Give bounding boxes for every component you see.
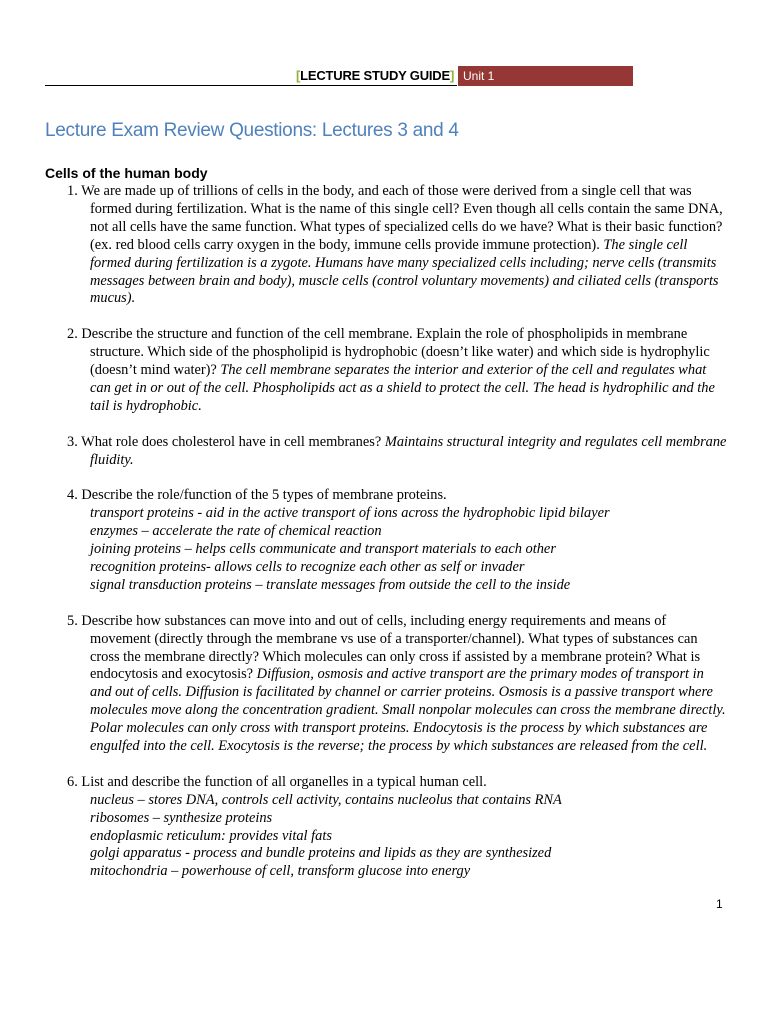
question-1 <box>67 183 727 308</box>
answer-text: The cell membrane separates the interior and exterior of the cell and regulates what can get in or out of the cell. Phospholipids act as a shield to protect the cell. The head is hydrophilic and the tail is hydrophobic. <box>90 362 715 414</box>
question-4 <box>67 487 727 594</box>
page-number: 1 <box>716 897 723 911</box>
question-text: Describe the role/function of the 5 types of membrane proteins. <box>81 487 447 504</box>
question-6 <box>67 774 727 881</box>
question-number: 2. <box>67 326 78 343</box>
question-3 <box>67 434 727 470</box>
bracket-close: ] <box>449 68 455 83</box>
answer-item: joining proteins – helps cells communicate and transport materials to each other <box>90 541 556 558</box>
answer-item: mitochondria – powerhouse of cell, transform glucose into energy <box>90 863 471 880</box>
answer-item: endoplasmic reticulum: provides vital fats <box>90 827 332 844</box>
question-number: 3. <box>67 433 78 450</box>
question-list <box>67 183 727 899</box>
answer-item: enzymes – accelerate the rate of chemical reaction <box>90 523 382 540</box>
question-text: We are made up of trillions of cells in the body, and each of those were derived from a single cell that was formed during fertilization. What is the name of this single cell? Even though all cells contain the same DNA, not all cells have the same function. What types of specialized cells do we have? What is their basic function? (ex. red blood cells carry oxygen in the body, immune cells provide immune protection). <box>81 183 723 253</box>
question-text: What role does cholesterol have in cell membranes? <box>81 433 382 450</box>
guide-label-text: LECTURE STUDY GUIDE <box>300 68 450 83</box>
answer-item: recognition proteins- allows cells to recognize each other as self or invader <box>90 558 525 575</box>
answer-item: signal transduction proteins – translate messages from outside the cell to the inside <box>90 576 571 593</box>
page-title: Lecture Exam Review Questions: Lectures 3 and 4 <box>45 120 459 141</box>
question-number: 5. <box>67 612 78 629</box>
bracket-open: [ <box>296 68 301 83</box>
question-number: 4. <box>67 487 78 504</box>
answer-item: transport proteins - aid in the active transport of ions across the hydrophobic lipid bilayer <box>90 505 610 522</box>
answer-item: golgi apparatus - process and bundle proteins and lipids as they are synthesized <box>90 845 552 862</box>
question-number: 1. <box>67 183 78 199</box>
answer-text: Maintains structural integrity and regulates cell membrane fluidity. <box>90 433 727 468</box>
question-5 <box>67 613 727 756</box>
question-number: 6. <box>67 773 78 790</box>
question-2 <box>67 326 727 416</box>
question-text: Describe how substances can move into and out of cells, including energy requirements and means of movement (directly through the membrane vs use of a transporter/channel). What types of substances can cross the membrane directly? Which molecules can only cross if assisted by a membrane protein? What is endocytosis and exocytosis? <box>81 612 701 683</box>
unit-badge: Unit 1 <box>458 66 633 86</box>
section-heading: Cells of the human body <box>45 165 208 181</box>
study-guide-label <box>296 66 454 86</box>
answer-text: Diffusion, osmosis and active transport are the primary modes of transport in and out of cells. Diffusion is facilitated by channel or carrier proteins. Osmosis is a passive transport where molecules move along the concentration gradient. Small nonpolar molecules can cross the membrane directly. Polar molecules can only cross with transport proteins. Endocytosis is the process by which substances are engulfed into the cell. Exocytosis is the reverse; the process by which substances are released from the cell. <box>90 666 726 755</box>
answer-item: nucleus – stores DNA, controls cell activity, contains nucleolus that contains RNA <box>90 791 562 808</box>
question-text: List and describe the function of all organelles in a typical human cell. <box>81 773 487 790</box>
answer-item: ribosomes – synthesize proteins <box>90 809 273 826</box>
answer-text: The single cell formed during fertilization is a zygote. Humans have many specialized cells including; nerve cells (transmits messages between brain and body), muscle cells (control voluntary movements) and ciliated cells (transports mucus). <box>90 236 719 307</box>
question-text: Describe the structure and function of the cell membrane. Explain the role of phospholipids in membrane structure. Which side of the phospholipid is hydrophobic (doesn’t like water) and which side is hydrophylic (doesn’t mind water)? <box>81 326 710 379</box>
